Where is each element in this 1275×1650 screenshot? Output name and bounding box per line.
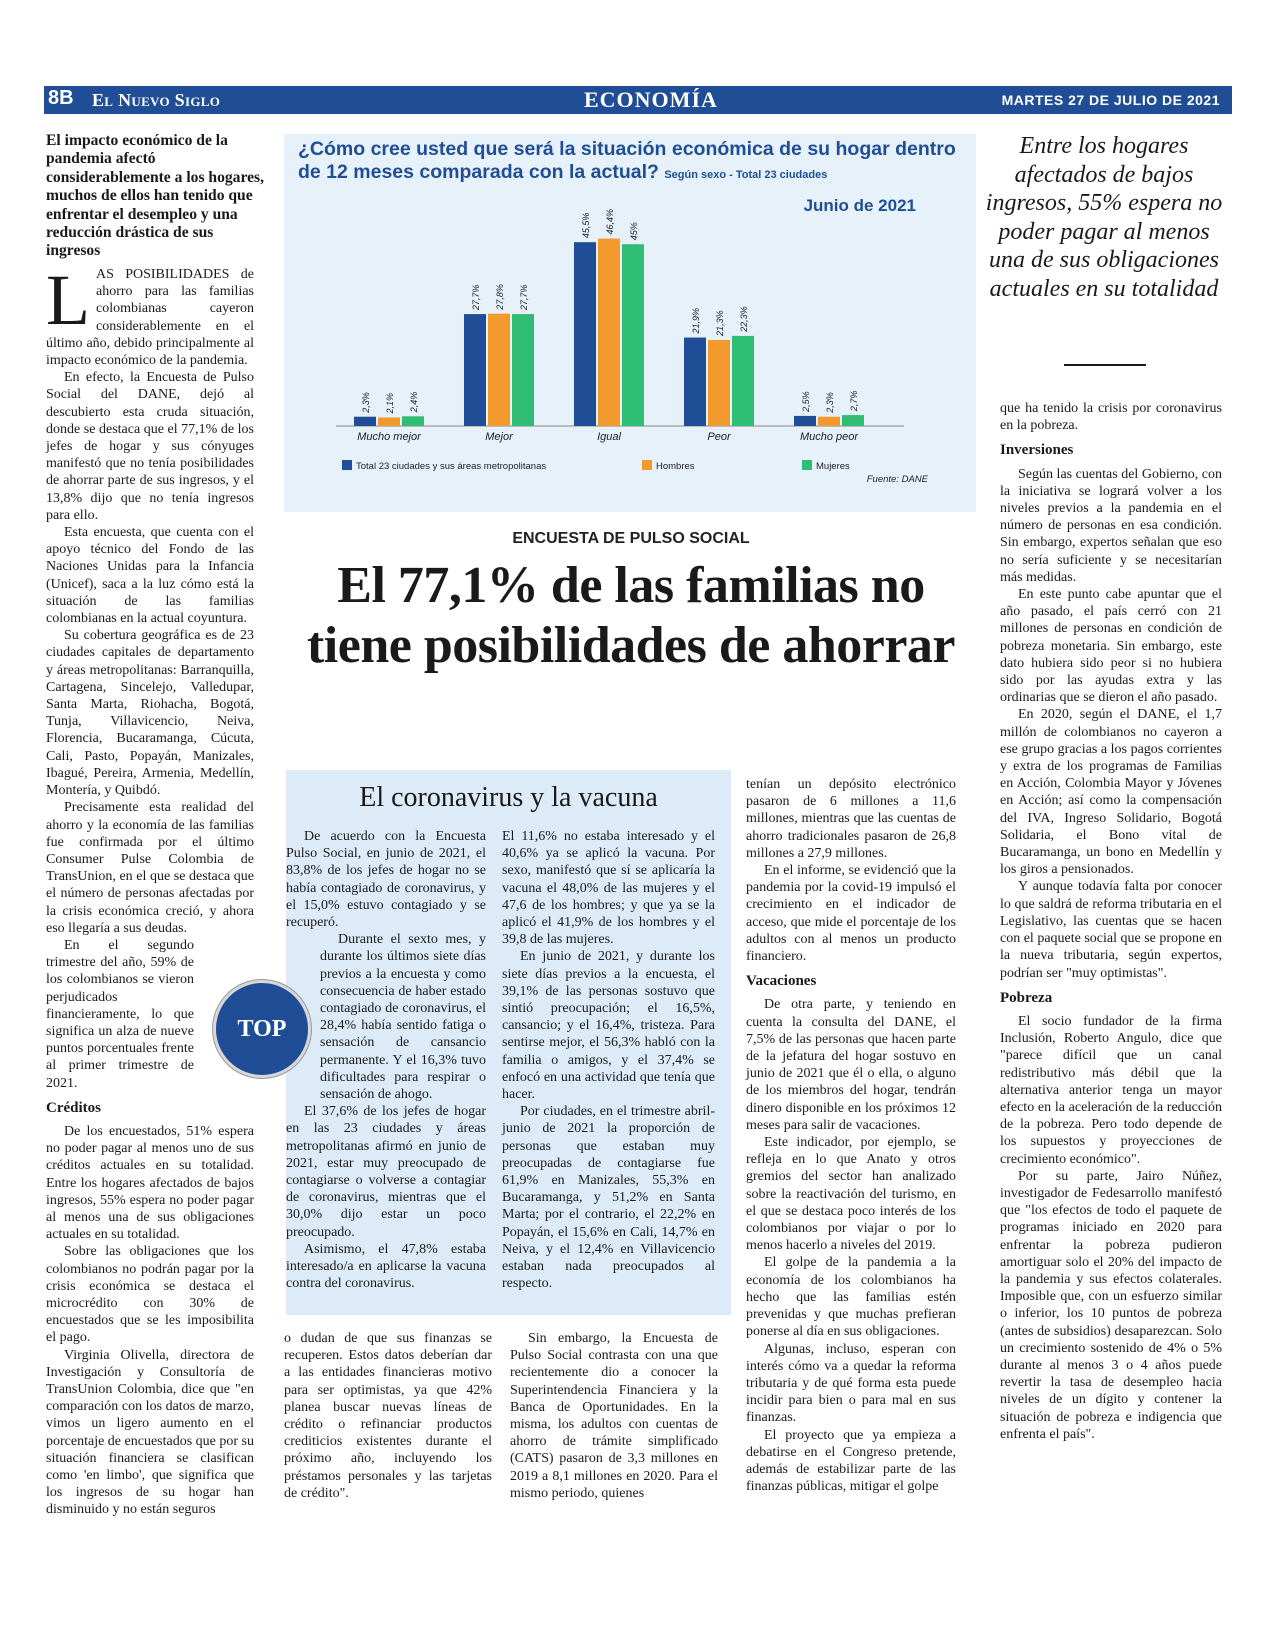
paragraph: Virginia Olivella, directora de Investigación y Consultoría de TransUnion Colombia, dice que "en comparación con los datos de marzo, vimos un ligero aumento en el porcentaje de encuestados que por su situación financiera se clasifican como 'en limbo', que significa que los ingresos de su hogar han disminuido y no están seguros xyxy=(46,1347,254,1518)
newspaper-name: El Nuevo Siglo xyxy=(92,90,221,110)
page-number: 8B xyxy=(48,87,74,109)
legend-swatch xyxy=(802,460,812,470)
data-label: 46,4% xyxy=(605,209,615,235)
paragraph: Y aunque todavía falta por conocer lo que saldrá de reforma tributaria en el Legislativo, las cuentas que se hacen con el paquete social que se propone en la nueva tributaria, según expertos, podrían ser "muy optimistas". xyxy=(1000,879,1222,981)
box-column-a xyxy=(286,828,486,1292)
paragraph: El proyecto que ya empieza a debatirse en el Congreso pretende, además de estabilizar parte de las finanzas públicas, mitigar el golpe xyxy=(746,1427,956,1495)
paragraph: En 2020, según el DANE, el 1,7 millón de colombianos no cayeron a ese grupo gracias a los pagos corrientes y extra de los programas de Familias en Acción, Colombia Mayor y Jóvenes en Acción; así como la compensación del IVA, Ingreso Solidario, Bogotá Solidaria, el Bono vital de Bucaramanga, un bono en Medellín y los giros a pensionados. xyxy=(1000,707,1222,878)
headline: El 77,1% de las familias no tiene posibilidades de ahorrar xyxy=(306,557,956,674)
paragraph: En el informe, se evidenció que la pandemia por la covid-19 impulsó el crecimiento en el indicador de acceso, que mide el porcentaje de los adultos con al menos un producto financiero. xyxy=(746,863,956,965)
chart-bar xyxy=(598,239,620,426)
category-label: Igual xyxy=(597,431,621,443)
quote-divider xyxy=(1064,364,1146,366)
data-label: 27,7% xyxy=(519,284,529,311)
column-1 xyxy=(46,260,254,1519)
paragraph: Precisamente esta realidad del ahorro y la economía de las familias fue confirmada por el último Consumer Pulse Colombia de TransUnion, en el que se destaca que el número de personas afectadas por la crisis económica creció, y ahora eso llegaría a sus deudas. xyxy=(46,800,254,936)
legend-swatch xyxy=(642,460,652,470)
data-label: 2,5% xyxy=(801,391,811,412)
kicker: ENCUESTA DE PULSO SOCIAL xyxy=(512,530,750,547)
paragraph: De otra parte, y teniendo en cuenta la consulta del DANE, el 7,5% de las personas que hacen parte de la jefatura del hogar sostuvo en junio de 2021 que él o ella, o alguno de los miembros del hogar, tendrán dinero disponible en los próximos 12 meses para salir de vacaciones. xyxy=(746,997,956,1133)
box-column-b xyxy=(502,828,715,1292)
pull-quote: Entre los hogares afectados de bajos ingresos, 55% espera no poder pagar al menos una de sus obligaciones actuales en su totalidad xyxy=(985,133,1223,302)
chart-bar xyxy=(684,338,706,426)
paragraph: De acuerdo con la Encuesta Pulso Social, en junio de 2021, el 83,8% de los jefes de hogar no se había contagiado de coronavirus, y el 15,0% estuvo contagiado y se recuperó. xyxy=(286,829,486,931)
chart-subnote: Según sexo - Total 23 ciudades xyxy=(664,169,828,181)
column-2-bottom xyxy=(284,1330,492,1502)
category-label: Mucho mejor xyxy=(357,431,421,443)
chart-bar xyxy=(488,314,510,426)
data-label: 2,3% xyxy=(825,392,835,413)
drop-cap: L xyxy=(46,260,90,340)
chart-bar xyxy=(842,415,864,426)
data-label: 2,7% xyxy=(849,390,859,412)
section-title: ECONOMÍA xyxy=(584,87,718,112)
data-label: 22,3% xyxy=(739,306,749,332)
paragraph: Su cobertura geográfica es de 23 ciudades capitales de departamento y áreas metropolitanas: Barranquilla, Cartagena, Sincelejo, Valledupar, Santa Marta, Riohacha, Bogotá, Tunja, Villavicencio, Neiva, Florencia, Bucaramanga, Cúcuta, Cali, Pasto, Popayán, Manizales, Ibagué, Pereira, Armenia, Medellín, Montería, y Quibdó. xyxy=(46,628,254,799)
paragraph: Sin embargo, la Encuesta de Pulso Social contrasta con una que recientemente dio a conocer la Superintendencia Financiera y la Banca de Oportunidades. En la misma, los adultos con cuentas de ahorro de trámite simplificado (CATS) pasaron de 3,3 millones en 2019 a 8,1 millones en 2020. Para el mismo periodo, quienes xyxy=(510,1331,718,1501)
data-label: 27,7% xyxy=(471,284,481,311)
data-label: 2,4% xyxy=(409,391,419,413)
category-label: Peor xyxy=(707,431,731,443)
data-label: 45% xyxy=(629,222,639,241)
data-label: 27,8% xyxy=(495,284,505,310)
column-4 xyxy=(746,776,956,1495)
paragraph: Por su parte, Jairo Núñez, investigador de Fedesarrollo manifestó que "los efectos de todo el paquete de programas iniciado en 2020 para enfrentar la pobreza pudieron amortiguar solo el 20% del impacto de la pandemia y sus efectos colaterales. Imposible que, con un esfuerzo similar o inferior, los 10 puntos de pobreza (antes de subsidios) desaparezcan. Solo un crecimiento sostenido de 4% o 5% durante al menos 3 o 4 años puede revertir la tasa de desempleo hacia niveles de un dígito y contener la situación de pobreza e indigencia que enfrenta el país". xyxy=(1000,1168,1222,1442)
paragraph: Según las cuentas del Gobierno, con la iniciativa se logrará volver a los niveles previos a la pandemia en el número de personas en esa condición. Sin embargo, expertos señalan que eso no sería suficiente y se necesitarían más medidas. xyxy=(1000,466,1222,585)
paragraph: o dudan de que sus finanzas se recuperen. Estos datos deberían dar a las entidades financieras motivo para ser optimistas, ya que 42% planea buscar nuevas líneas de crédito o refinanciar productos crediticios existentes durante el próximo año, incluyendo los préstamos personales y las tarjetas de crédito". xyxy=(284,1331,492,1501)
paragraph: En el segundo trimestre del año, 59% de los colombianos se vieron perjudicados financieramente, lo que significa un alza de nueve puntos porcentuales frente al primer trimestre de 2021. xyxy=(46,937,194,1091)
chart-box xyxy=(284,134,976,512)
chart-period: Junio de 2021 xyxy=(803,196,916,215)
data-label: 21,9% xyxy=(691,307,701,334)
paragraph: AS POSIBILIDADES de ahorro para las familias colombianas cayeron considerablemente en el último año, debido principalmente al impacto económico de la pandemia. xyxy=(46,267,254,369)
paragraph: Durante el sexto mes, y durante los últimos siete días previos a la encuesta y como consecuencia de haber estado contagiado de coronavirus, el 28,4% había sentido fatiga o sensación de cansancio permanente. Y el 16,3% tuvo dificultades para respirar o sensación de ahogo. xyxy=(320,932,486,1103)
top-badge: TOP xyxy=(213,980,311,1078)
chart-bar xyxy=(512,314,534,426)
paragraph: El golpe de la pandemia a la economía de los colombianos ha hecho que las familias estén prevenidas y que muchas prefieran ponerse al día en sus obligaciones. xyxy=(746,1255,956,1340)
sidebar-box xyxy=(286,770,731,1315)
legend-label: Hombres xyxy=(656,461,695,472)
column-5 xyxy=(1000,400,1222,1443)
paragraph: que ha tenido la crisis por coronavirus en la pobreza. xyxy=(1000,401,1222,434)
chart-source: Fuente: DANE xyxy=(866,474,928,485)
chart-bar xyxy=(708,340,730,426)
paragraph: De los encuestados, 51% espera no poder pagar al menos uno de sus créditos actuales en su totalidad. Entre los hogares afectados de bajos ingresos, 55% espera no poder pagar al menos una de sus obligaciones actuales en su totalidad. xyxy=(46,1123,254,1243)
paragraph: El 11,6% no estaba interesado y el 40,6% ya se aplicó la vacuna. Por sexo, manifestó que sí se aplicaría la vacuna el 48,0% de las mujeres y el 47,6 de los hombres; y que ya se la aplicó el 41,9% de los hombres y el 39,8 de las mujeres. xyxy=(502,829,715,948)
chart-bar xyxy=(574,242,596,426)
chart-bar xyxy=(464,314,486,426)
bar-chart xyxy=(284,134,976,512)
paragraph: Por ciudades, en el trimestre abril-junio de 2021 la proporción de personas que estaban muy preocupadas de contagiarse fue 61,9% en Manizales, 55,3% en Bucaramanga, y 51,2% en Santa Marta; por el contrario, el 22,2% en Popayán, el 15,6% en Cali, 14,7% en Neiva, y el 12,4% en Villavicencio estaban nada preocupados al respecto. xyxy=(502,1104,715,1292)
legend-swatch xyxy=(342,460,352,470)
chart-bar xyxy=(378,418,400,426)
paragraph: En junio de 2021, y durante los siete días previos a la encuesta, el 39,1% de las personas sostuvo que sintió preocupación; el 16,5%, cansancio; y el 16,4%, tristeza. Para sentirse mejor, el 56,3% habló con la familia o amigos, y el 37,4% se enfocó en una actividad que tenía que hacer. xyxy=(502,949,715,1103)
paragraph: Este indicador, por ejemplo, se refleja en lo que Anato y otros gremios del sector han analizado sobre la reactivación del turismo, en el que se destaca poco interés de los colombianos por viajar o por lo menos hacerlo a niveles del 2019. xyxy=(746,1135,956,1254)
paragraph: Sobre las obligaciones que los colombianos no podrán pagar por la crisis económica se destaca el microcrédito con 30% de encuestados que se les imposibilita el pago. xyxy=(46,1244,254,1346)
paragraph: Esta encuesta, que cuenta con el apoyo técnico del Fondo de las Naciones Unidas para la Infancia (Unicef), saca a la luz cómo está la situación de las familias colombianas en la actual coyuntura. xyxy=(46,525,254,627)
paragraph: Algunas, incluso, esperan con interés cómo va a quedar la reforma tributaria y de qué forma esta puede incidir para bien o para mal en sus finanzas. xyxy=(746,1341,956,1426)
box-title: El coronavirus y la vacuna xyxy=(359,782,658,813)
paragraph: El 37,6% de los jefes de hogar en las 23 ciudades y áreas metropolitanas afirmó en junio de 2021, estar muy preocupado de contagiarse o volverse a contagiar de coronavirus, mientras que el 30,0% dijo estar un poco preocupado. xyxy=(286,1104,486,1240)
paragraph: El socio fundador de la firma Inclusión, Roberto Angulo, dice que "parece difícil que un canal redistributivo más débil que la alternativa anterior tenga un mayor efecto en la aceleración de la reducción de la pobreza. Pero todo depende de los supuestos y proyecciones de crecimiento económico". xyxy=(1000,1013,1222,1167)
lead-summary: El impacto económico de la pandemia afectó considerablemente a los hogares, muchos de ellos han tenido que enfrentar el desempleo y una reducción drástica de sus ingresos xyxy=(46,132,265,260)
chart-bar xyxy=(732,336,754,426)
category-label: Mejor xyxy=(485,431,513,443)
subhead-vacaciones: Vacaciones xyxy=(746,973,817,990)
data-label: 21,3% xyxy=(715,310,725,336)
subhead-pobreza: Pobreza xyxy=(1000,989,1053,1006)
paragraph: En este punto cabe apuntar que el año pasado, el país cerró con 21 millones de personas en condición de pobreza monetaria. Sin embargo, este dato hubiera sido peor si no hubiera sido por las ayudas extra y las ordinarias que se dieron el año pasado. xyxy=(1000,587,1222,706)
legend-label: Total 23 ciudades y sus áreas metropolitanas xyxy=(356,461,547,472)
chart-bar xyxy=(794,416,816,426)
chart-bar xyxy=(818,417,840,426)
header-bar xyxy=(44,86,1232,114)
chart-bar xyxy=(622,244,644,426)
chart-bar xyxy=(402,416,424,426)
paragraph: tenían un depósito electrónico pasaron de 6 millones a 11,6 millones, mientras que las cuentas de ahorro tradicionales pasaron de 26,8 millones a 27,9 millones. xyxy=(746,777,956,861)
issue-date: MARTES 27 DE JULIO DE 2021 xyxy=(1001,92,1220,108)
subhead-creditos: Créditos xyxy=(46,1099,101,1116)
column-3-bottom xyxy=(510,1330,718,1502)
data-label: 2,3% xyxy=(361,392,371,413)
legend-label: Mujeres xyxy=(816,461,850,472)
paragraph: Asimismo, el 47,8% estaba interesado/a en aplicarse la vacuna contra del coronavirus. xyxy=(286,1241,486,1292)
paragraph: En efecto, la Encuesta de Pulso Social del DANE, dejó al descubierto esta cruda situación, donde se destaca que el 77,1% de los jefes de hogar y sus cónyuges manifestó que no tenía posibilidades de ahorrar parte de sus ingresos, y el 13,8% dijo que no tenía ingresos para ello. xyxy=(46,370,254,523)
category-label: Mucho peor xyxy=(799,431,859,443)
chart-bar xyxy=(354,417,376,426)
subhead-inversiones: Inversiones xyxy=(1000,442,1074,459)
data-label: 2,1% xyxy=(385,393,395,414)
data-label: 45,5% xyxy=(581,212,591,239)
chart-question-text: ¿Cómo cree usted que será la situación económica de su hogar dentro de 12 meses comparada con la actual? xyxy=(298,138,956,183)
